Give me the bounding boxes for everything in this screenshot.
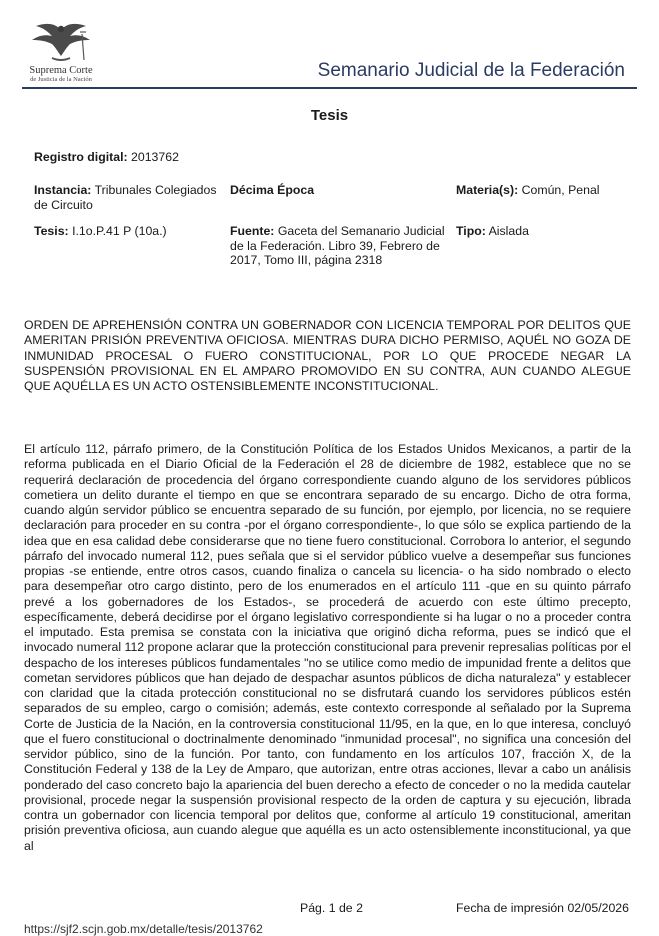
thesis-body: El artículo 112, párrafo primero, de la Constitución Política de los Estados Unidos Mexicanos, a partir de la reforma publicada en el Diario Oficial de la Federación el 28 de diciembre de 1982, establece que no se requerirá declaración de procedencia del órgano correspondiente cuando alguno de los servidores públicos cometiera un delito durante el tiempo en que se encontrara separado de su encargo. Dicho de otra forma, cuando algún servidor público se encuentra separado de su función, por ejemplo, por licencia, no se requiere declaración para proceder en su contra -por el órgano correspondiente-, lo que sólo se explica partiendo de la idea que en esa calidad debe considerarse que no tiene fuero constitucional. Corrobora lo anterior, el segundo párrafo del invocado numeral 112, pues señala que si el servidor público vuelve a desempeñar sus funciones propias -se entiende, entre otros casos, cuando finaliza o cancela su licencia- o ha sido nombrado o electo para desempeñar otro cargo distinto, pero de los enumerados en el artículo 111 -que en su quinto párrafo prevé a los gobernadores de los Estados-, se procederá de acuerdo con este último precepto, específicamente, deberá decidirse por el órgano legislativo correspondiente si ha lugar o no a proceder contra el imputado. Esta premisa se constata con la iniciativa que originó dicha reforma, pues se indicó que el invocado numeral 112 propone aclarar que la protección constitucional para prevenir represalias políticas por el despacho de los intereses públicos fundamentales "no se utilice como medio de impunidad frente a delitos que cometan servidores públicos que han dejado de despachar asuntos públicos de dicha naturaleza" y establecer con claridad que la citada protección constitucional no se disfrutará cuando los servidores públicos estén separados de su empleo, cargo o comisión; además, este contexto corresponde al señalado por la Suprema Corte de Justicia de la Nación, en la controversia constitucional 11/95, en la que, en lo que interesa, concluyó que el fuero constitucional o doctrinalmente denominado "inmunidad procesal", no significa una concesión del servidor público, sino de la función. Por tanto, con fundamento en los artículos 107, fracción X, de la Constitución Federal y 138 de la Ley de Amparo, que autorizan, entre otras acciones, llevar a cabo un análisis ponderado del caso concreto bajo la apariencia del buen derecho a efecto de conceder o no la medida cautelar provisional, procede negar la suspensión provisional respecto de la orden de captura y su ejecución, librada contra un gobernador con licencia temporal por delitos que, conforme al artículo 19 constitucional, ameritan prisión preventiva oficiosa, aun cuando alegue que aquélla es un acto ostensiblemente inconstitucional, ya que al: [24, 442, 631, 853]
tesis: [34, 224, 219, 239]
materia: [456, 183, 636, 198]
logo-line1: Suprema Corte: [29, 65, 93, 76]
instancia: [34, 183, 219, 212]
tipo: [456, 224, 636, 239]
document-type: Tesis: [310, 107, 349, 124]
tipo-label: Tipo:: [456, 224, 486, 238]
scjn-logo: [22, 20, 100, 90]
tesis-value: I.1o.P.41 P (10a.): [72, 224, 167, 238]
tesis-label: Tesis:: [34, 224, 69, 238]
site-title: Semanario Judicial de la Federación: [317, 60, 625, 81]
tipo-value: Aislada: [488, 224, 529, 238]
fuente-value: Gaceta del Semanario Judicial de la Federación. Libro 39, Febrero de 2017, Tomo III, página 2318: [230, 224, 445, 267]
header-divider: [22, 87, 637, 89]
registro-value: 2013762: [131, 150, 179, 164]
epoca: [230, 183, 455, 198]
page-header: [0, 0, 659, 92]
fuente-label: Fuente:: [230, 224, 275, 238]
instancia-label: Instancia:: [34, 183, 92, 197]
eagle-emblem-icon: [26, 20, 96, 64]
materia-value: Común, Penal: [521, 183, 600, 197]
epoca-value: Décima Época: [230, 183, 315, 197]
document-url: https://sjf2.scjn.gob.mx/detalle/tesis/2013762: [24, 922, 263, 936]
fuente: [230, 224, 455, 268]
registro-digital: [34, 150, 334, 165]
page-number: Pág. 1 de 2: [300, 901, 363, 915]
instancia-value: Tribunales Colegiados de Circuito: [34, 183, 217, 212]
materia-label: Materia(s):: [456, 183, 519, 197]
thesis-heading: ORDEN DE APREHENSIÓN CONTRA UN GOBERNADOR CON LICENCIA TEMPORAL POR DELITOS QUE AMERITAN PRISIÓN PREVENTIVA OFICIOSA. MIENTRAS DURA DICHO PERMISO, AQUÉL NO GOZA DE INMUNIDAD PROCESAL O FUERO CONSTITUCIONAL, POR LO QUE PROCEDE NEGAR LA SUSPENSIÓN PROVISIONAL EN EL AMPARO PROMOVIDO EN SU CONTRA, AUN CUANDO ALEGUE QUE AQUÉLLA ES UN ACTO OSTENSIBLEMENTE INCONSTITUCIONAL.: [24, 318, 631, 394]
print-date: Fecha de impresión 02/05/2026: [456, 901, 629, 915]
registro-label: Registro digital:: [34, 150, 128, 164]
logo-line2: de Justicia de la Nación: [30, 76, 92, 83]
